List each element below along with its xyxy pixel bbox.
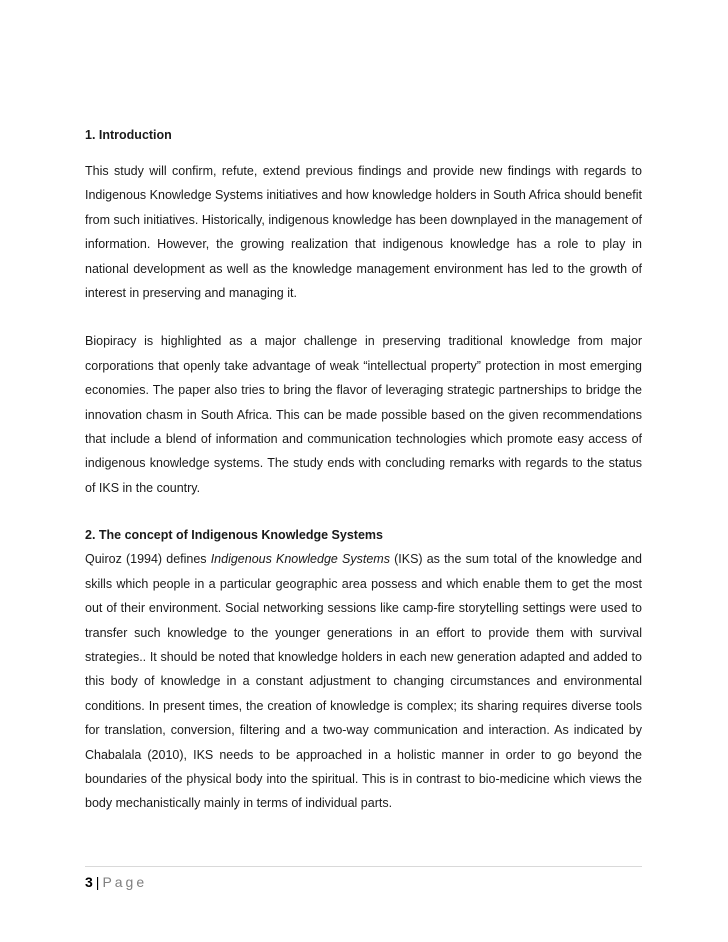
paragraph-lead-text: Quiroz (1994) defines xyxy=(85,552,211,567)
paragraph-iks-concept xyxy=(85,547,642,815)
paragraph-introduction-2: Biopiracy is highlighted as a major challenge in preserving traditional knowledge from major corporations that openly take advantage of weak “intellectual property” protection in most emerging economies. The paper also tries to bring the flavor of leveraging strategic partnerships to bridge the innovation chasm in South Africa. This can be made possible based on the given recommendations that include a blend of information and communication technologies which promote easy access of indigenous knowledge systems. The study ends with concluding remarks with regards to the status of IKS in the country. xyxy=(85,334,642,495)
page-body xyxy=(85,124,642,816)
page-number: 3 xyxy=(85,874,93,890)
section-heading-introduction: 1. Introduction xyxy=(85,128,172,142)
page-footer xyxy=(85,866,642,891)
paragraph-rest-text: (IKS) as the sum total of the knowledge and skills which people in a particular geographic area possess and which enable them to get the most out of their environment. Social networking sessions like camp-fire storytelling settings were used to transfer such knowledge to the younger generations in an effort to provide them with survival strategies.. It should be noted that knowledge holders in each new generation adapted and added to this body of knowledge in a constant adjustment to changing circumstances and environmental conditions. In present times, the creation of knowledge is complex; its sharing requires diverse tools for translation, conversion, filtering and a two-way communication and interaction. As indicated by Chabalala (2010), IKS needs to be approached in a holistic manner in order to go beyond the boundaries of the physical body into the spiritual. This is in contrast to bio-medicine which views the body mechanistically mainly in terms of individual parts. xyxy=(85,552,642,811)
page-label: Page xyxy=(102,874,148,890)
term-italic: Indigenous Knowledge Systems xyxy=(210,552,390,567)
footer-separator: | xyxy=(95,874,100,890)
footer-divider xyxy=(85,866,642,867)
page-number-footer xyxy=(85,873,642,891)
paragraph-introduction-1: This study will confirm, refute, extend previous findings and provide new findings with regards to Indigenous Knowledge Systems initiatives and how knowledge holders in South Africa should benefit from such initiatives. Historically, indigenous knowledge has been downplayed in the management of information. However, the growing realization that indigenous knowledge has a role to play in national development as well as the knowledge management environment has led to the growth of interest in preserving and managing it. xyxy=(85,164,642,301)
section-heading-iks-concept: 2. The concept of Indigenous Knowledge Systems xyxy=(85,528,383,543)
